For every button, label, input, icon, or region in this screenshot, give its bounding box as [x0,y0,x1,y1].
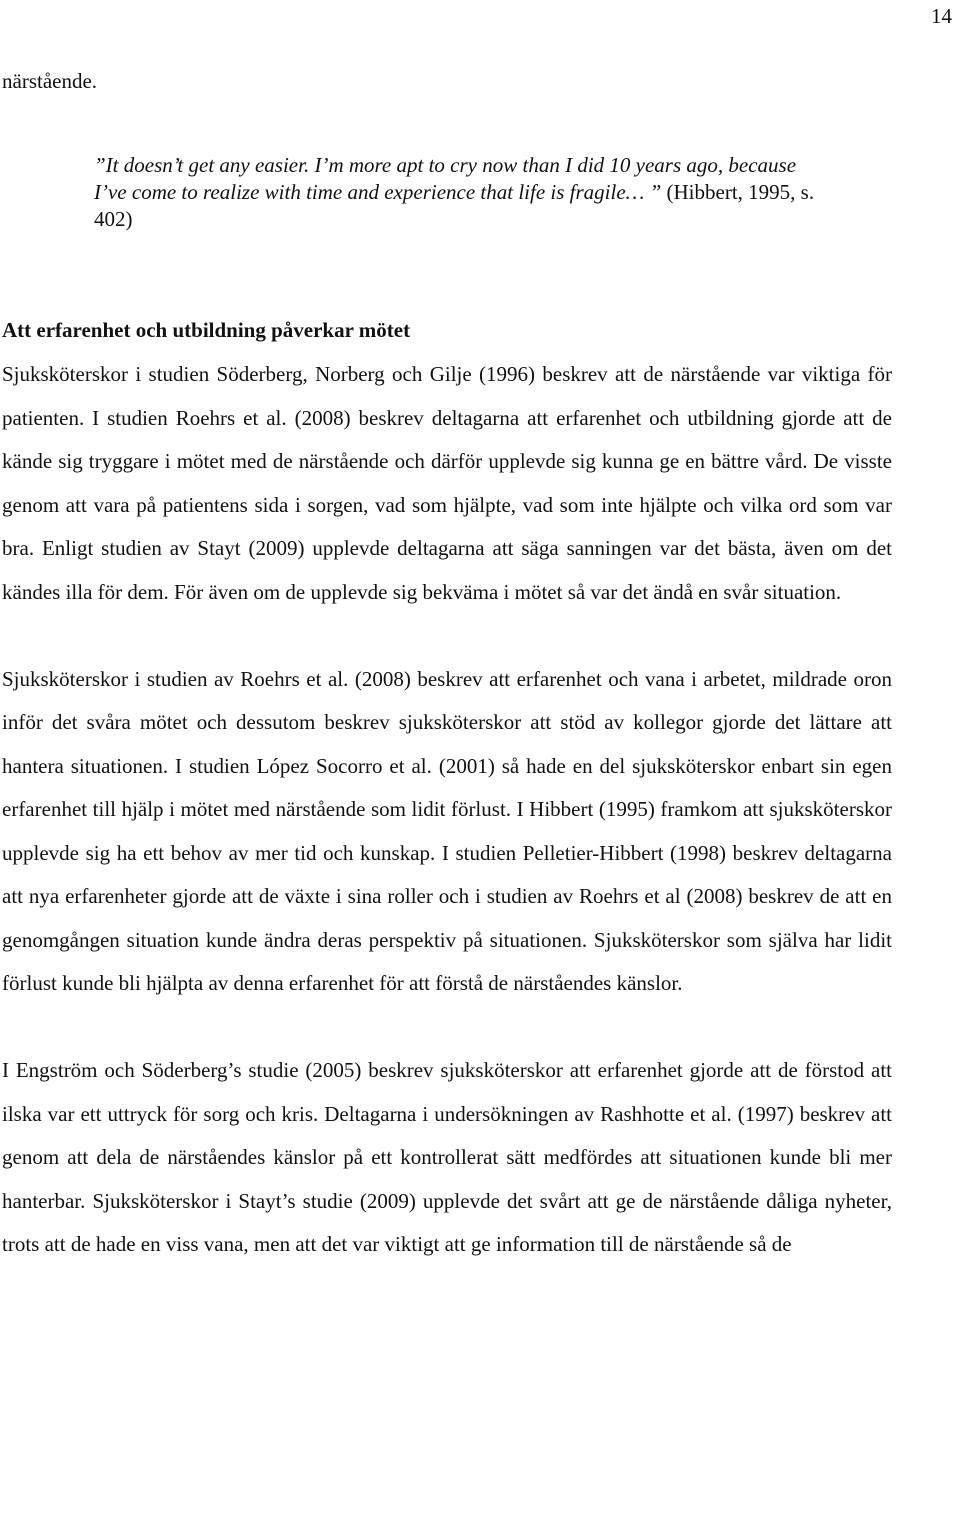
block-quote [94,152,829,233]
quote-citation: (Hibbert, 1995, s. 402) [94,180,815,231]
quote-body: ”It doesn’t get any easier. I’m more apt to cry now than I did 10 years ago, because I’ve come to realize with time and experience that life is fragile… ” [94,153,797,204]
paragraph-2: Sjuksköterskor i studien av Roehrs et al. (2008) beskrev att erfarenhet och vana i arbetet, mildrade oron inför det svåra mötet och dessutom beskrev sjuksköterskor att stöd av kollegor gjorde det lättare att hantera situationen. I studien López Socorro et al. (2001) så hade en del sjuksköterskor enbart sin egen erfarenhet till hjälp i mötet med närstående som lidit förlust. I Hibbert (1995) framkom att sjuksköterskor upplevde sig ha ett behov av mer tid och kunskap. I studien Pelletier-Hibbert (1998) beskrev deltagarna att nya erfarenheter gjorde att de växte i sina roller och i studien av Roehrs et al (2008) beskrev de att en genomgången situation kunde ändra deras perspektiv på situationen. Sjuksköterskor som själva har lidit förlust kunde bli hjälpta av denna erfarenhet för att förstå de närståendes känslor. [2,666,892,995]
section-heading: Att erfarenhet och utbildning påverkar mötet [2,318,411,342]
paragraph-1: Sjuksköterskor i studien Söderberg, Norberg och Gilje (1996) beskrev att de närstående var viktiga för patienten. I studien Roehrs et al. (2008) beskrev deltagarna att erfarenhet och utbildning gjorde att de kände sig tryggare i mötet med de närstående och därför upplevde sig kunna ge en bättre vård. De visste genom att vara på patientens sida i sorgen, vad som hjälpte, vad som inte hjälpte och vilka ord som var bra. Enligt studien av Stayt (2009) upplevde deltagarna att säga sanningen var det bästa, även om det kändes illa för dem. För även om de upplevde sig bekväma i mötet så var det ändå en svår situation. [2,362,892,604]
page-number: 14 [931,4,952,28]
paragraph-3: I Engström och Söderberg’s studie (2005) beskrev sjuksköterskor att erfarenhet gjorde att de förstod att ilska var ett uttryck för sorg och kris. Deltagarna i undersökningen av Rashhotte et al. (1997) beskrev att genom att dela de närståendes känslor på ett kontrollerat sätt medfördes att situationen kunde bli mer hanterbar. Sjuksköterskor i Stayt’s studie (2009) upplevde det svårt att ge de närstående dåliga nyheter, trots att de hade en viss vana, men att det var viktigt att ge information till de närstående så de [2,1058,892,1256]
document-body [2,62,892,1267]
continued-text: närstående. [2,69,98,93]
